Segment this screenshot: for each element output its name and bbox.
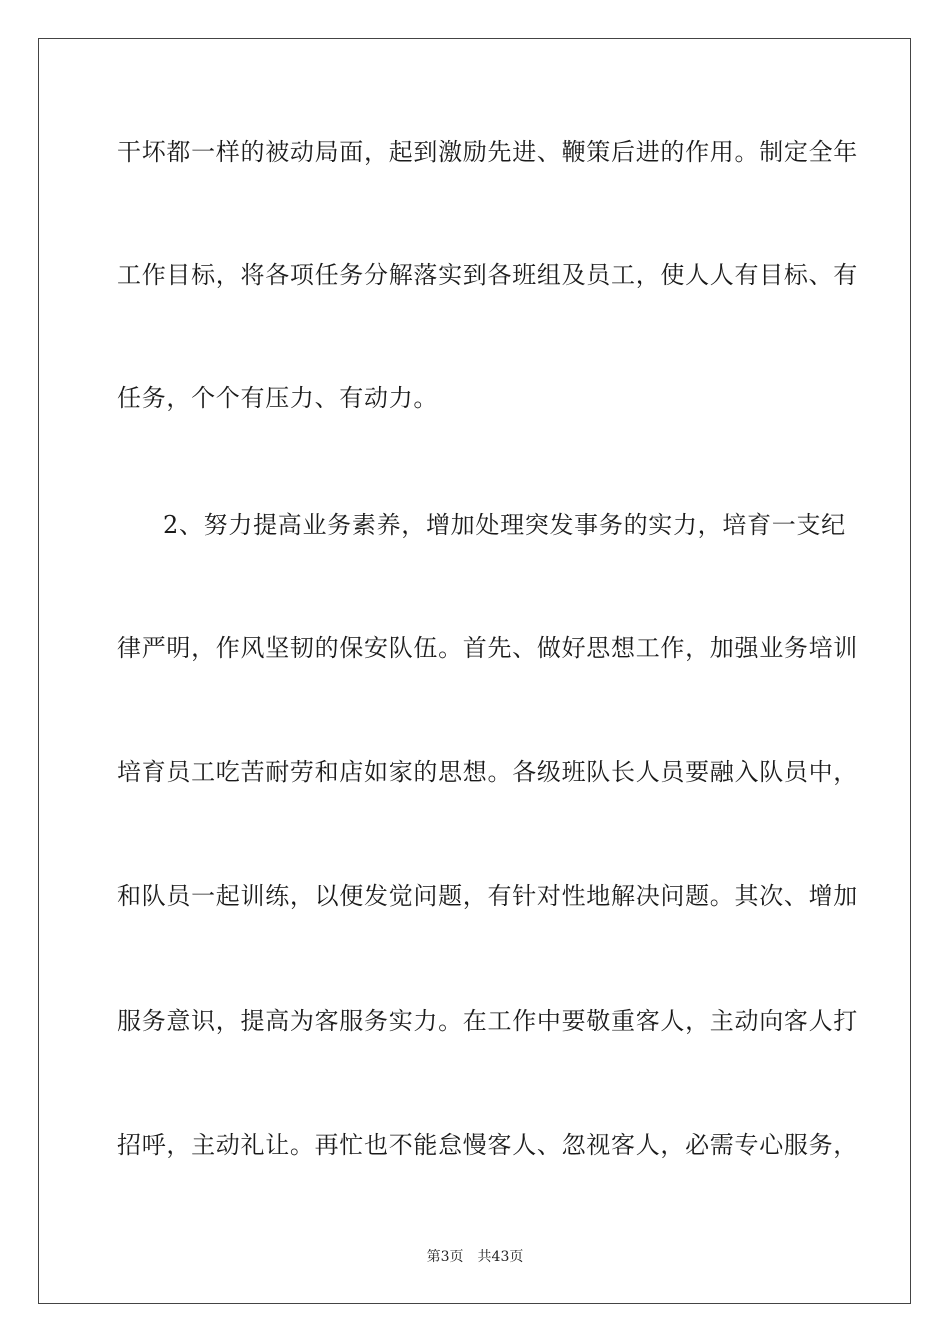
body-text-line: 干坏都一样的被动局面，起到激励先进、鞭策后进的作用。制定全年	[117, 138, 858, 166]
body-text-line: 2、努力提高业务素养，增加处理突发事务的实力，培育一支纪	[163, 511, 846, 539]
body-text-line: 律严明，作风坚韧的保安队伍。首先、做好思想工作，加强业务培训	[117, 634, 858, 662]
page-number: 第3页	[426, 1249, 464, 1265]
body-text-line: 工作目标，将各项任务分解落实到各班组及员工，使人人有目标、有	[117, 261, 858, 289]
body-text-line: 任务，个个有压力、有动力。	[117, 384, 439, 412]
page-border	[38, 38, 911, 1304]
body-text-line: 和队员一起训练，以便发觉问题，有针对性地解决问题。其次、增加	[117, 882, 858, 910]
body-text-line: 服务意识，提高为客服务实力。在工作中要敬重客人，主动向客人打	[117, 1007, 858, 1035]
page-total: 共43页	[477, 1249, 524, 1265]
body-text-line: 培育员工吃苦耐劳和店如家的思想。各级班队长人员要融入队员中，	[117, 758, 858, 786]
page-footer	[0, 1248, 950, 1266]
body-text-line: 招呼，主动礼让。再忙也不能怠慢客人、忽视客人，必需专心服务，	[117, 1131, 858, 1159]
